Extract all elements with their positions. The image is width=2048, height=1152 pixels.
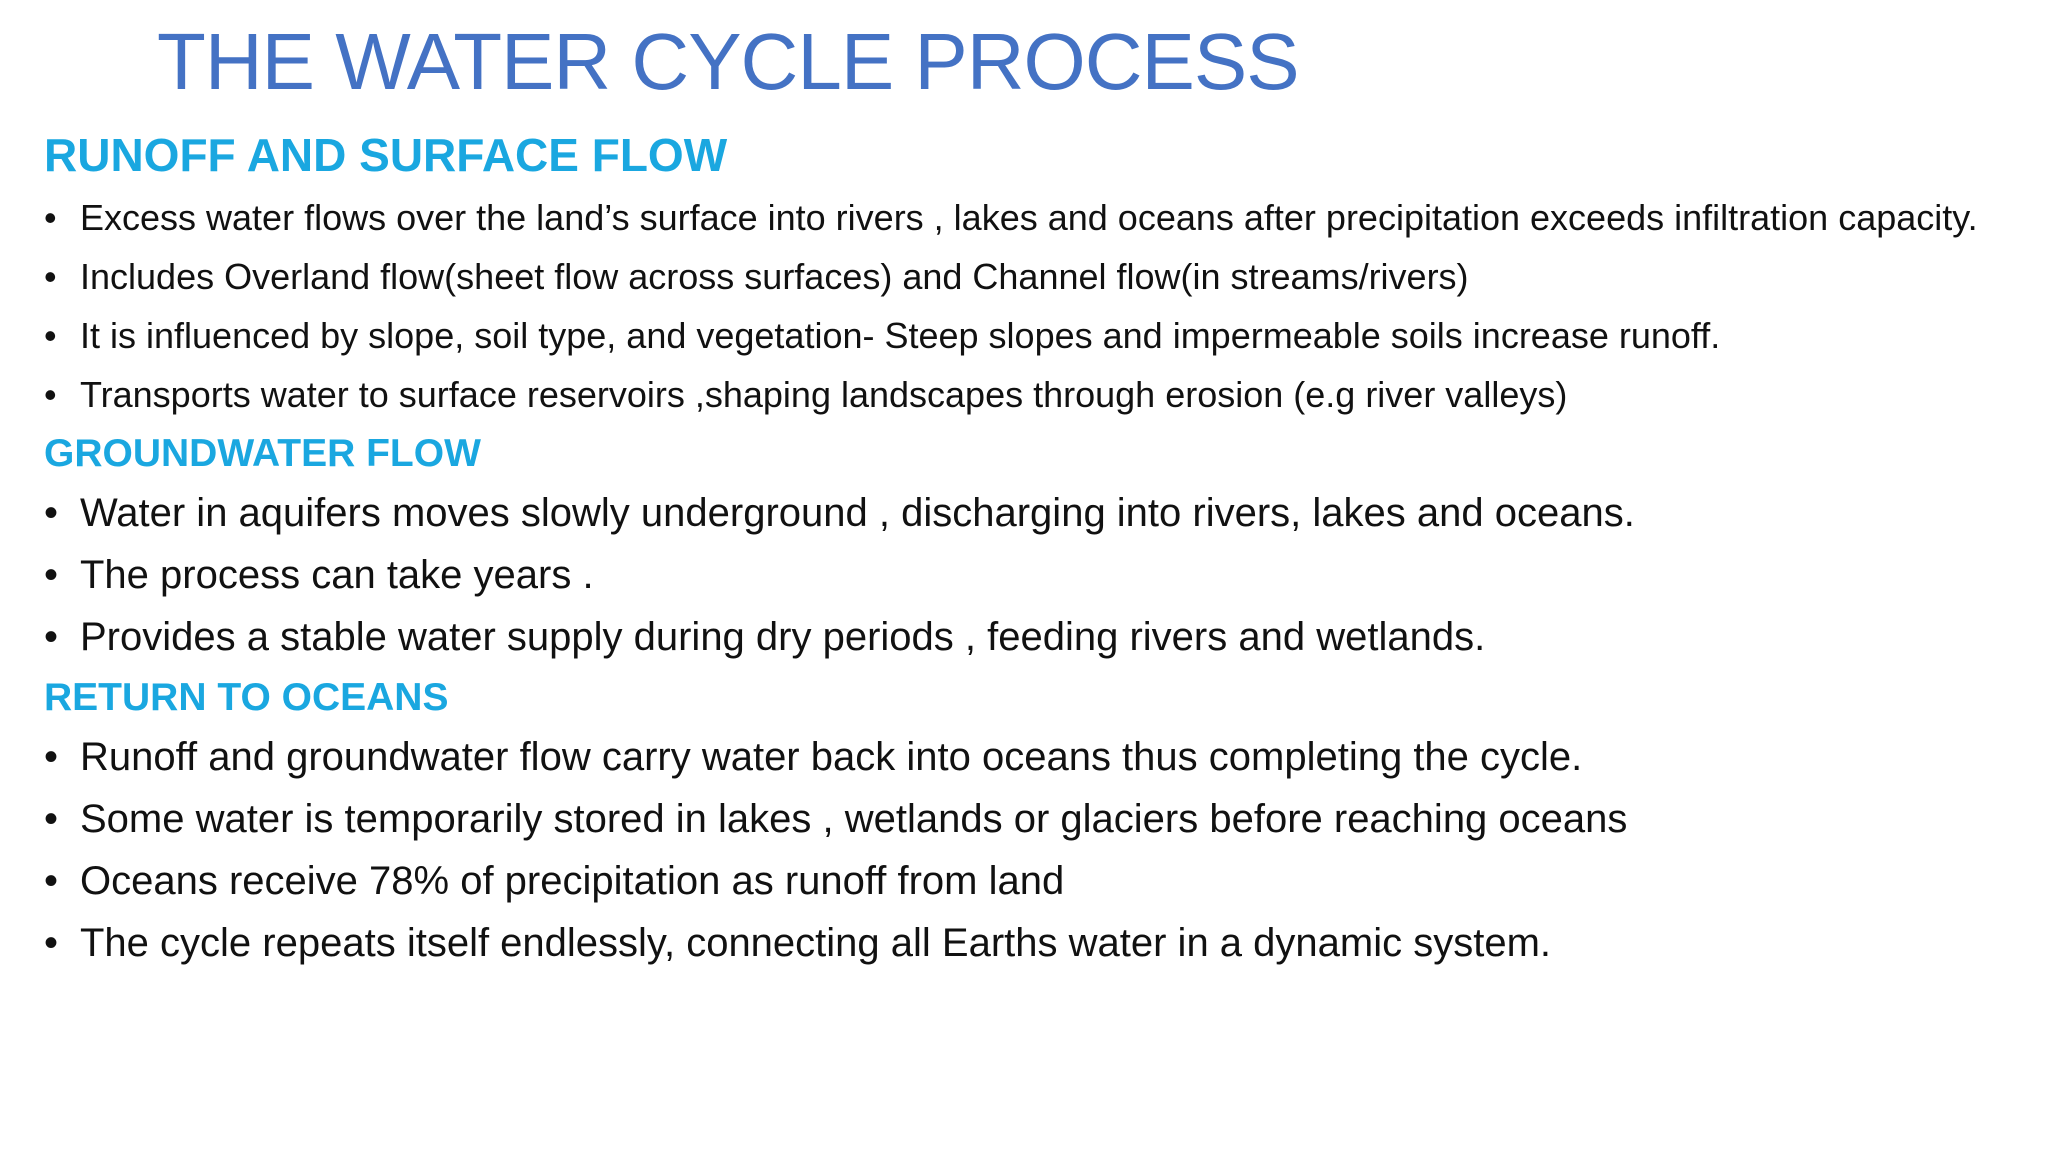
bullet-icon: • xyxy=(44,921,59,965)
bullet-text: Some water is temporarily stored in lakes , wetlands or glaciers before reaching oceans xyxy=(80,797,1628,841)
section-runoff-surface-flow xyxy=(44,122,2034,424)
bullet-list xyxy=(44,482,2034,668)
bullet-icon: • xyxy=(44,859,59,903)
bullet-icon: • xyxy=(44,197,57,238)
bullet-icon: • xyxy=(44,553,59,597)
bullet-text: The process can take years . xyxy=(80,553,594,597)
bullet-item xyxy=(44,726,2034,788)
bullet-icon: • xyxy=(44,256,57,297)
bullet-item xyxy=(44,544,2034,606)
bullet-item xyxy=(44,788,2034,850)
bullet-item xyxy=(44,365,2034,424)
bullet-icon: • xyxy=(44,735,59,779)
bullet-text: Excess water flows over the land’s surface into rivers , lakes and oceans after precipitation exceeds infiltration capacity. xyxy=(80,197,1978,238)
section-return-to-oceans xyxy=(44,670,2034,974)
slide-content xyxy=(44,122,2034,974)
bullet-icon: • xyxy=(44,374,57,415)
bullet-text: Oceans receive 78% of precipitation as runoff from land xyxy=(80,859,1065,903)
bullet-list xyxy=(44,726,2034,974)
bullet-list xyxy=(44,188,2034,424)
bullet-icon: • xyxy=(44,315,57,356)
bullet-icon: • xyxy=(44,491,59,535)
bullet-item xyxy=(44,912,2034,974)
section-groundwater-flow xyxy=(44,426,2034,668)
bullet-item xyxy=(44,247,2034,306)
bullet-icon: • xyxy=(44,615,59,659)
bullet-item xyxy=(44,188,2034,247)
bullet-text: Includes Overland flow(sheet flow across surfaces) and Channel flow(in streams/rivers) xyxy=(80,256,1469,297)
section-heading: GROUNDWATER FLOW xyxy=(44,432,481,475)
bullet-item xyxy=(44,850,2034,912)
bullet-text: Runoff and groundwater flow carry water back into oceans thus completing the cycle. xyxy=(80,735,1583,779)
bullet-item xyxy=(44,482,2034,544)
section-heading: RUNOFF AND SURFACE FLOW xyxy=(44,129,728,181)
bullet-text: Water in aquifers moves slowly underground , discharging into rivers, lakes and oceans. xyxy=(80,491,1635,535)
bullet-text: It is influenced by slope, soil type, and vegetation- Steep slopes and impermeable soils increase runoff. xyxy=(80,315,1721,356)
bullet-icon: • xyxy=(44,797,59,841)
bullet-item xyxy=(44,306,2034,365)
bullet-item xyxy=(44,606,2034,668)
bullet-text: The cycle repeats itself endlessly, connecting all Earths water in a dynamic system. xyxy=(80,921,1552,965)
slide-title: THE WATER CYCLE PROCESS xyxy=(157,17,1299,106)
bullet-text: Transports water to surface reservoirs ,shaping landscapes through erosion (e.g river valleys) xyxy=(80,374,1568,415)
section-heading: RETURN TO OCEANS xyxy=(44,676,449,719)
bullet-text: Provides a stable water supply during dry periods , feeding rivers and wetlands. xyxy=(80,615,1486,659)
